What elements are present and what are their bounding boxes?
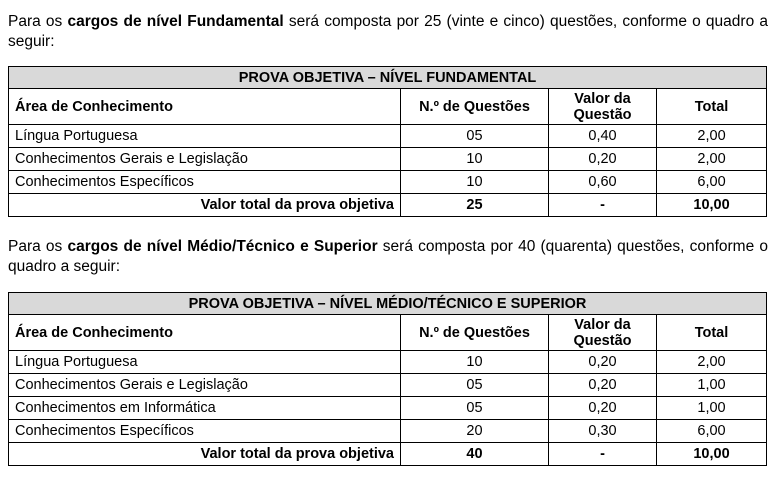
cell-total: 1,00 [657, 374, 767, 397]
cell-value: 0,40 [549, 125, 657, 148]
table-title-row [9, 293, 767, 315]
cell-questions: 10 [401, 171, 549, 194]
cell-questions: 10 [401, 148, 549, 171]
header-value-line2: Questão [573, 106, 632, 123]
table-total-row [9, 194, 767, 217]
para-text: Para os [8, 12, 68, 30]
header-value-line1: Valor da [574, 316, 631, 333]
header-value [549, 315, 657, 351]
table-total-row [9, 443, 767, 466]
para-bold-text: cargos de nível Médio/Técnico e Superior [67, 237, 378, 255]
total-label: Valor total da prova objetiva [9, 443, 401, 466]
header-questions: N.º de Questões [401, 89, 549, 125]
total-sum: 10,00 [657, 443, 767, 466]
table-row [9, 125, 767, 148]
para-text: será composta por 25 (vinte e cinco) questões, conforme o quadro a seguir: [8, 12, 768, 50]
para-text: Para os [8, 237, 68, 255]
table-row [9, 171, 767, 194]
para-bold-text: cargos de nível Fundamental [67, 12, 284, 30]
header-area: Área de Conhecimento [9, 89, 401, 125]
cell-questions: 10 [401, 351, 549, 374]
table-header-row [9, 89, 767, 125]
cell-total: 6,00 [657, 420, 767, 443]
cell-area: Conhecimentos Gerais e Legislação [9, 374, 401, 397]
header-value-line1: Valor da [574, 90, 631, 107]
table-row [9, 148, 767, 171]
table-row [9, 374, 767, 397]
total-questions: 25 [401, 194, 549, 217]
cell-total: 2,00 [657, 125, 767, 148]
table-row [9, 420, 767, 443]
cell-value: 0,30 [549, 420, 657, 443]
cell-total: 2,00 [657, 351, 767, 374]
cell-questions: 05 [401, 374, 549, 397]
header-total: Total [657, 315, 767, 351]
cell-value: 0,20 [549, 351, 657, 374]
total-sum: 10,00 [657, 194, 767, 217]
cell-questions: 05 [401, 125, 549, 148]
cell-area: Conhecimentos em Informática [9, 397, 401, 420]
para-text: será composta por 40 (quarenta) questões, conforme o quadro a seguir: [8, 237, 768, 275]
table-title-row [9, 67, 767, 89]
table-fundamental [8, 66, 767, 217]
header-area: Área de Conhecimento [9, 315, 401, 351]
total-questions: 40 [401, 443, 549, 466]
intro-paragraph-fundamental [8, 12, 768, 52]
table-row [9, 351, 767, 374]
table-row [9, 397, 767, 420]
cell-total: 1,00 [657, 397, 767, 420]
header-questions: N.º de Questões [401, 315, 549, 351]
table-title: PROVA OBJETIVA – NÍVEL FUNDAMENTAL [9, 67, 767, 89]
header-value [549, 89, 657, 125]
cell-value: 0,20 [549, 374, 657, 397]
table-header-row [9, 315, 767, 351]
table-medio-superior [8, 292, 767, 466]
header-value-line2: Questão [573, 332, 632, 349]
header-total: Total [657, 89, 767, 125]
cell-area: Conhecimentos Específicos [9, 171, 401, 194]
total-value: - [549, 194, 657, 217]
cell-area: Conhecimentos Gerais e Legislação [9, 148, 401, 171]
cell-questions: 05 [401, 397, 549, 420]
cell-value: 0,60 [549, 171, 657, 194]
cell-questions: 20 [401, 420, 549, 443]
total-value: - [549, 443, 657, 466]
intro-paragraph-medio-superior [8, 237, 768, 277]
table-title: PROVA OBJETIVA – NÍVEL MÉDIO/TÉCNICO E SUPERIOR [9, 293, 767, 315]
cell-value: 0,20 [549, 148, 657, 171]
cell-value: 0,20 [549, 397, 657, 420]
cell-area: Língua Portuguesa [9, 351, 401, 374]
cell-area: Conhecimentos Específicos [9, 420, 401, 443]
total-label: Valor total da prova objetiva [9, 194, 401, 217]
cell-total: 2,00 [657, 148, 767, 171]
cell-area: Língua Portuguesa [9, 125, 401, 148]
cell-total: 6,00 [657, 171, 767, 194]
